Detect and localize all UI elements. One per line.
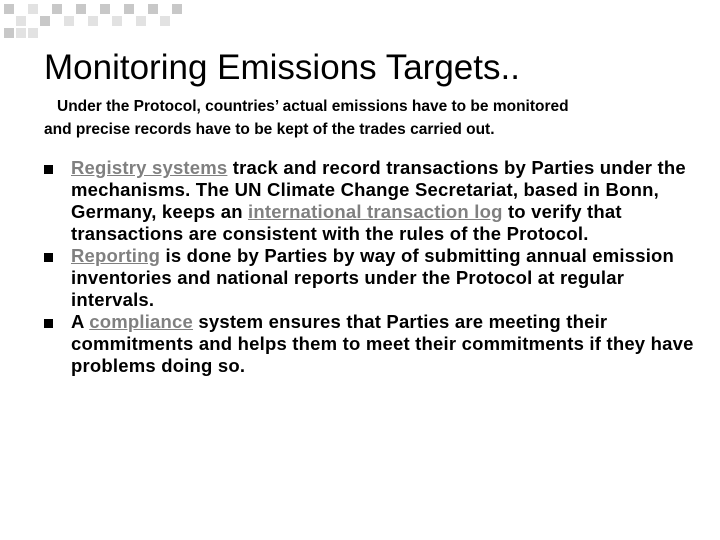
decoration-square [16,28,26,38]
decoration-square [52,4,62,14]
decoration-square [172,4,182,14]
decoration-square [88,16,98,26]
bullet-lead-text: A [71,311,90,332]
international-transaction-log-link[interactable]: international transaction log [248,201,503,222]
registry-systems-link[interactable]: Registry systems [71,157,228,178]
decoration-square [28,28,38,38]
subtitle-line: Under the Protocol, countries’ actual emissions have to be monitored [57,98,569,115]
decoration-square [100,4,110,14]
bullet-list [44,157,694,377]
bullet-text: track and record transactions by Parties under the mechanisms. The UN Climate Change Secretariat, based in Bonn, Germany, keeps an [71,157,686,222]
decoration-square [28,4,38,14]
slide-title: Monitoring Emissions Targets.. [44,48,520,87]
decoration-square [148,4,158,14]
square-bullet-icon [44,319,53,328]
decoration-square [64,16,74,26]
decoration-square [4,4,14,14]
reporting-link[interactable]: Reporting [71,245,161,266]
decoration-square [4,28,14,38]
bullet-item-registry-systems [44,157,694,245]
slide-subtitle [44,95,684,141]
decoration-square [16,16,26,26]
decoration-square [76,4,86,14]
square-bullet-icon [44,165,53,174]
square-bullet-icon [44,253,53,262]
decoration-square [112,16,122,26]
bullet-text: to verify that transactions are consistent with the rules of the Protocol. [71,201,622,244]
decoration-square [40,16,50,26]
bullet-text: is done by Parties by way of submitting annual emission inventories and national reports under the Protocol at regular intervals. [71,245,675,310]
bullet-item-reporting [44,245,694,311]
compliance-link[interactable]: compliance [89,311,194,332]
decoration-square [136,16,146,26]
bullet-item-compliance [44,311,694,377]
bullet-text: system ensures that Parties are meeting their commitments and helps them to meet their commitments if they have problems doing so. [71,311,694,376]
decoration-square [124,4,134,14]
subtitle-line: and precise records have to be kept of the trades carried out. [44,121,495,138]
decoration-square [160,16,170,26]
corner-decoration [0,0,190,50]
